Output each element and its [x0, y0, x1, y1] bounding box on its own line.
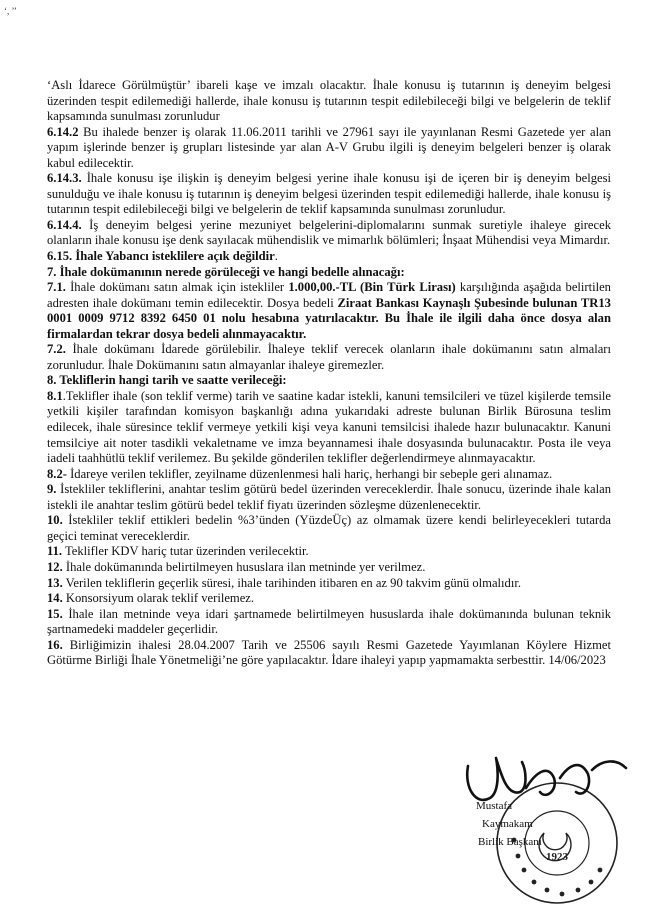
bold-text: 6.14.4. [47, 217, 82, 232]
paragraph [47, 576, 611, 592]
bold-text: 6.14.3. [47, 171, 82, 186]
bold-text: 8.1 [47, 388, 63, 403]
text-run: ‘Aslı İdarece Görülmüştür’ ibareli kaşe ve imzalı olacaktır. İhale konusu iş tutarının iş deneyim belgesi üzerinden tespit edilemediği hallerde, ihale konusu iş tutarının tespit edilebileceği bilgi ve belgelerin de teklif kapsamında sunulması zorunludur [47, 78, 611, 124]
bold-text: 8. Tekliflerin hangi tarih ve saatte verileceği: [47, 373, 287, 388]
paragraph [47, 389, 611, 467]
signer-name: Mustafa [476, 800, 513, 812]
bold-text: 8.2- [47, 466, 67, 481]
text-run: karşılığında aşağıda belirtilen adresten ihale dokümanı temin edilecektir. Dosya bedeli [47, 280, 611, 310]
text-run: . [274, 249, 278, 264]
text-run: Birliğimizin ihalesi 28.04.2007 Tarih ve 25506 sayılı Resmi Gazetede Yayımlanan Köylere Hizmet Götürme Birliği İhale Yönetmeliği’ne göre yapılacaktır. İdare ihaleyi yapıp yapmamakta serbesttir. 14/06/2023 [47, 637, 611, 668]
paragraph [47, 125, 611, 172]
bold-text: 7.1. [47, 280, 66, 295]
paragraph [47, 342, 611, 373]
text-run: İstekliler teklif ettikleri bedelin %3’ünden (YüzdeÜç) az olmamak üzere kendi belirleyecekleri tutarda geçici teminat vereceklerdir. [47, 513, 611, 543]
paragraph [47, 544, 611, 560]
paragraph [47, 513, 611, 544]
bold-text: 9. [47, 482, 57, 497]
text-run: İhale dokümanı satın almak için istekliler [65, 280, 289, 295]
paragraph [47, 280, 611, 342]
bold-text: 7.2. [47, 342, 66, 357]
text-run: İhale dokümanı İdarede görülebilir. İhaleye teklif verecek olanların ihale dokümanını satın almaları zorunludur. İhale Dokümanını satın almayanlar ihaleye giremezler. [47, 342, 611, 372]
bold-text: 15. [47, 606, 63, 621]
text-run: İş deneyim belgesi yerine mezuniyet belgelerini-diplomalarını sunmak suretiyle ihaleye girecek olanların ihale konusu işe denk sayılacak mühendislik ve mimarlık bölümleri; İnşaat Mühendisi veya Mimardır. [47, 217, 611, 248]
text-run: Konsorsiyum olarak teklif verilemez. [62, 591, 255, 606]
corner-mark: ‘, ’’ [4, 6, 17, 16]
paragraph [47, 249, 611, 265]
paragraph [47, 467, 611, 483]
text-run: Teklifler KDV hariç tutar üzerinden verilecektir. [62, 544, 309, 559]
text-run: Bu ihalede benzer iş olarak 11.06.2011 tarihli ve 27961 sayı ile yayınlanan Resmi Gazetede yer alan yapım işlerinde benzer iş grupları listesinde yar alan A-V Grubu ilgili iş deneyim belgeleri benzer iş olarak kabul edilecektir. [47, 124, 611, 170]
bold-text: 11. [47, 544, 63, 559]
paragraph [47, 78, 611, 125]
signer-role: Birlik Başkanı [478, 836, 542, 848]
text-run: İdareye verilen teklifler, zeyilname düzenlenmesi hali hariç, herhangi bir sebeple geri alınamaz. [66, 466, 553, 481]
paragraph [47, 373, 611, 389]
seal-year: 1923 [546, 851, 568, 863]
bold-text: Ziraat Bankası Kaynaşlı Şubesinde bulunan TR13 0001 0009 9712 8392 6450 01 nolu hesabına yatırılacaktır. Bu İhale ile ilgili daha önce dosya alan firmalardan tekrar dosya bedeli alınmayacaktır. [47, 295, 611, 341]
signature-block [456, 748, 646, 908]
document-body [47, 78, 611, 669]
bold-text: 10. [47, 513, 63, 528]
paragraph [47, 265, 611, 281]
bold-text: 1.000,00.-TL (Bin Türk Lirası) [288, 280, 456, 295]
signer-title: Kaymakam [482, 818, 533, 830]
bold-text: 6.15. İhale Yabancı isteklilere açık değildir [47, 249, 275, 264]
paragraph [47, 607, 611, 638]
text-run: İhale konusu işe ilişkin iş deneyim belgesi yerine ihale konusu işi de içeren bir iş deneyim belgesi sunulduğu ve ihale konusu iş tutarının iş deneyim belgesi üzerinden tespit edilemediği hallerde, ihale konusu iş tutarının tespit edilebileceği bilgi ve belgelerin de teklif kapsamında sunulması zorunludur. [47, 171, 611, 217]
bold-text: 13. [47, 575, 63, 590]
paragraph [47, 171, 611, 218]
text-run: Verilen tekliflerin geçerlik süresi, ihale tarihinden itibaren en az 90 takvim günü olmalıdır. [62, 575, 522, 590]
text-run: İhale ilan metninde veya idari şartnamede belirtilmeyen hususlarda ihale dokümanında bulunan teknik şartnamedeki maddeler geçerlidir. [47, 606, 611, 637]
text-run: İhale dokümanında belirtilmeyen hususlara ilan metninde yer verilmez. [62, 559, 426, 574]
paragraph [47, 591, 611, 607]
text-run: .Teklifler ihale (son teklif verme) tarih ve saatine kadar istekli, kanuni temsilcileri ve tüzel kişilerde temsile yetkili kişiler tarafından komisyon başkanlığı adına yukarıdaki adreste bulunan Birlik Bürosuna teslim edilecek, ihale süresince teklif vermeye yetkili kişi veya kanuni temsilcisi ihalede hazır bulunacaktır. Kanuni temsilciye ait noter tasdikli vekaletname ve imza beyannamesi ihale dosyasında bulunacaktır. Posta ile veya iadeli taahhütlü teklif verilemez. Bu şekilde gönderilen teklifler değerlendirmeye alınmayacaktır. [47, 388, 611, 466]
bold-text: 7. İhale dokümanının nerede görüleceği ve hangi bedelle alınacağı: [47, 264, 405, 279]
bold-text: 6.14.2 [47, 124, 79, 139]
bold-text: 12. [47, 559, 63, 574]
text-run: İstekliler tekliflerini, anahtar teslim götürü bedel üzerinden vereceklerdir. İhale sonucu, üzerinde ihale kalan istekli ile anahtar teslim götürü bedel teklif fiyatı üzerinden sözleşme düzenlenecektir. [47, 482, 611, 512]
bold-text: 14. [47, 591, 63, 606]
paragraph [47, 638, 611, 669]
paragraph [47, 218, 611, 249]
bold-text: 16. [47, 637, 63, 652]
paragraph [47, 560, 611, 576]
paragraph [47, 482, 611, 513]
